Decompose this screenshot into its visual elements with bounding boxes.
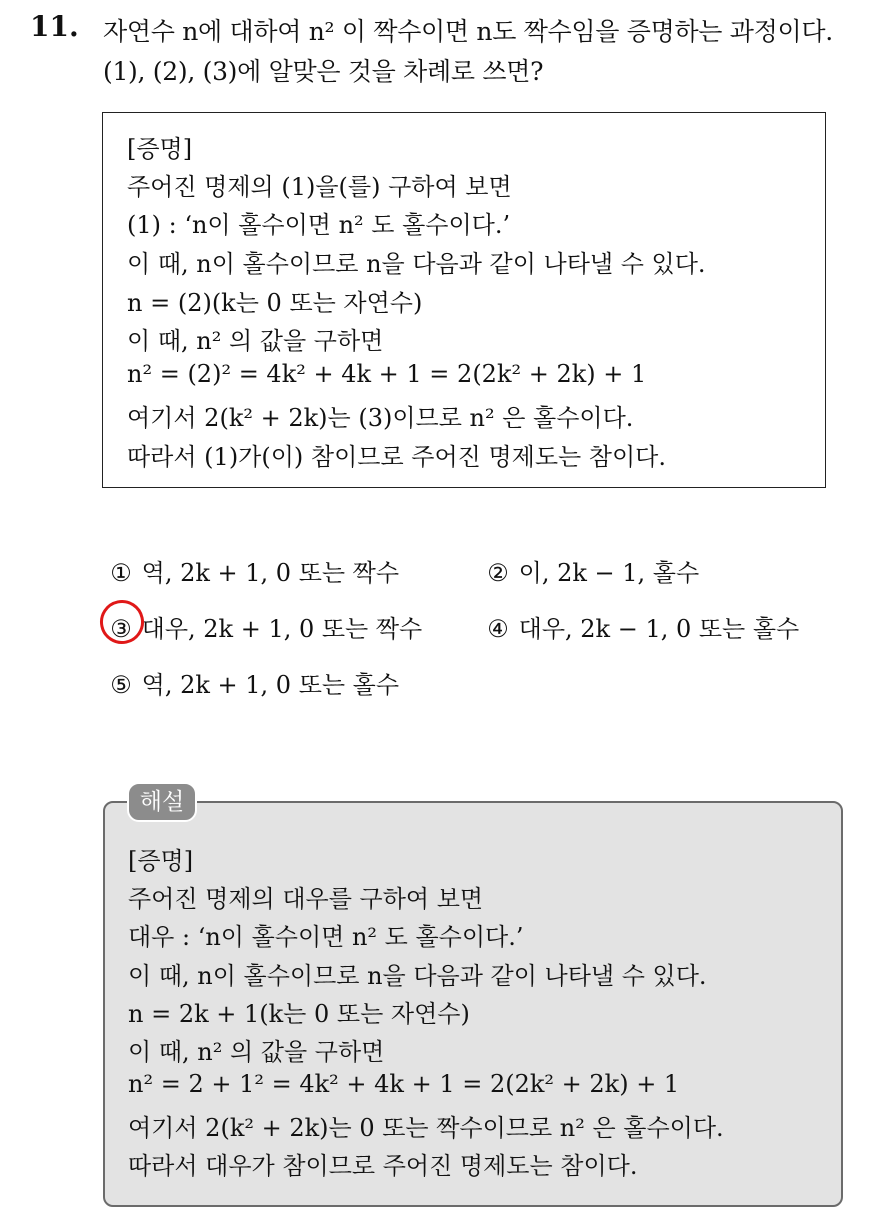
choice-2[interactable] (485, 553, 699, 588)
choice-number: ④ (487, 615, 509, 643)
choice-number: ① (110, 559, 132, 587)
proof-box (102, 112, 826, 488)
proof-line: 여기서 2(k² + 2k)는 (3)이므로 n² 은 홀수이다. (127, 404, 634, 432)
solution-line: 이 때, n² 의 값을 구하면 (128, 1038, 385, 1066)
solution-tag: 해설 (127, 782, 197, 822)
choice-text: 이, 2k − 1, 홀수 (518, 559, 700, 587)
solution-line: 주어진 명제의 대우를 구하여 보면 (128, 885, 484, 913)
solution-line: 따라서 대우가 참이므로 주어진 명제도는 참이다. (128, 1152, 638, 1180)
proof-line: 주어진 명제의 (1)을(를) 구하여 보면 (127, 173, 512, 201)
question-text-line1: 자연수 n에 대하여 n² 이 짝수이면 n도 짝수임을 증명하는 과정이다. (103, 17, 833, 46)
choice-number: ⑤ (110, 671, 132, 699)
proof-line: n² = (2)² = 4k² + 4k + 1 = 2(2k² + 2k) + 1 (127, 360, 647, 388)
solution-line: 이 때, n이 홀수이므로 n을 다음과 같이 나타낼 수 있다. (128, 962, 707, 990)
solution-line: n = 2k + 1(k는 0 또는 자연수) (128, 1000, 470, 1028)
solution-line: 대우 : ‘n이 홀수이면 n² 도 홀수이다.’ (128, 923, 524, 951)
proof-line: 따라서 (1)가(이) 참이므로 주어진 명제도는 참이다. (127, 443, 666, 471)
choice-text: 역, 2k + 1, 0 또는 짝수 (141, 559, 400, 587)
proof-line: n = (2)(k는 0 또는 자연수) (127, 289, 423, 317)
proof-line: (1) : ‘n이 홀수이면 n² 도 홀수이다.’ (127, 211, 511, 239)
proof-line: [증명] (127, 135, 193, 163)
question-number: 11. (30, 10, 79, 43)
choice-number: ③ (110, 615, 132, 643)
choice-number: ② (487, 559, 509, 587)
choice-4[interactable] (485, 609, 799, 644)
choice-3[interactable] (108, 609, 422, 644)
choice-text: 대우, 2k + 1, 0 또는 짝수 (141, 615, 423, 643)
question-text-line2: (1), (2), (3)에 알맞은 것을 차례로 쓰면? (103, 57, 544, 86)
choice-text: 역, 2k + 1, 0 또는 홀수 (141, 671, 400, 699)
choice-5[interactable] (108, 665, 399, 700)
proof-line: 이 때, n이 홀수이므로 n을 다음과 같이 나타낼 수 있다. (127, 250, 706, 278)
choice-text: 대우, 2k − 1, 0 또는 홀수 (518, 615, 800, 643)
proof-line: 이 때, n² 의 값을 구하면 (127, 327, 384, 355)
solution-line: n² = 2 + 1² = 4k² + 4k + 1 = 2(2k² + 2k) + 1 (128, 1070, 680, 1098)
solution-line: 여기서 2(k² + 2k)는 0 또는 짝수이므로 n² 은 홀수이다. (128, 1114, 724, 1142)
solution-line: [증명] (128, 847, 194, 875)
solution-box (103, 801, 843, 1207)
choice-1[interactable] (108, 553, 399, 588)
